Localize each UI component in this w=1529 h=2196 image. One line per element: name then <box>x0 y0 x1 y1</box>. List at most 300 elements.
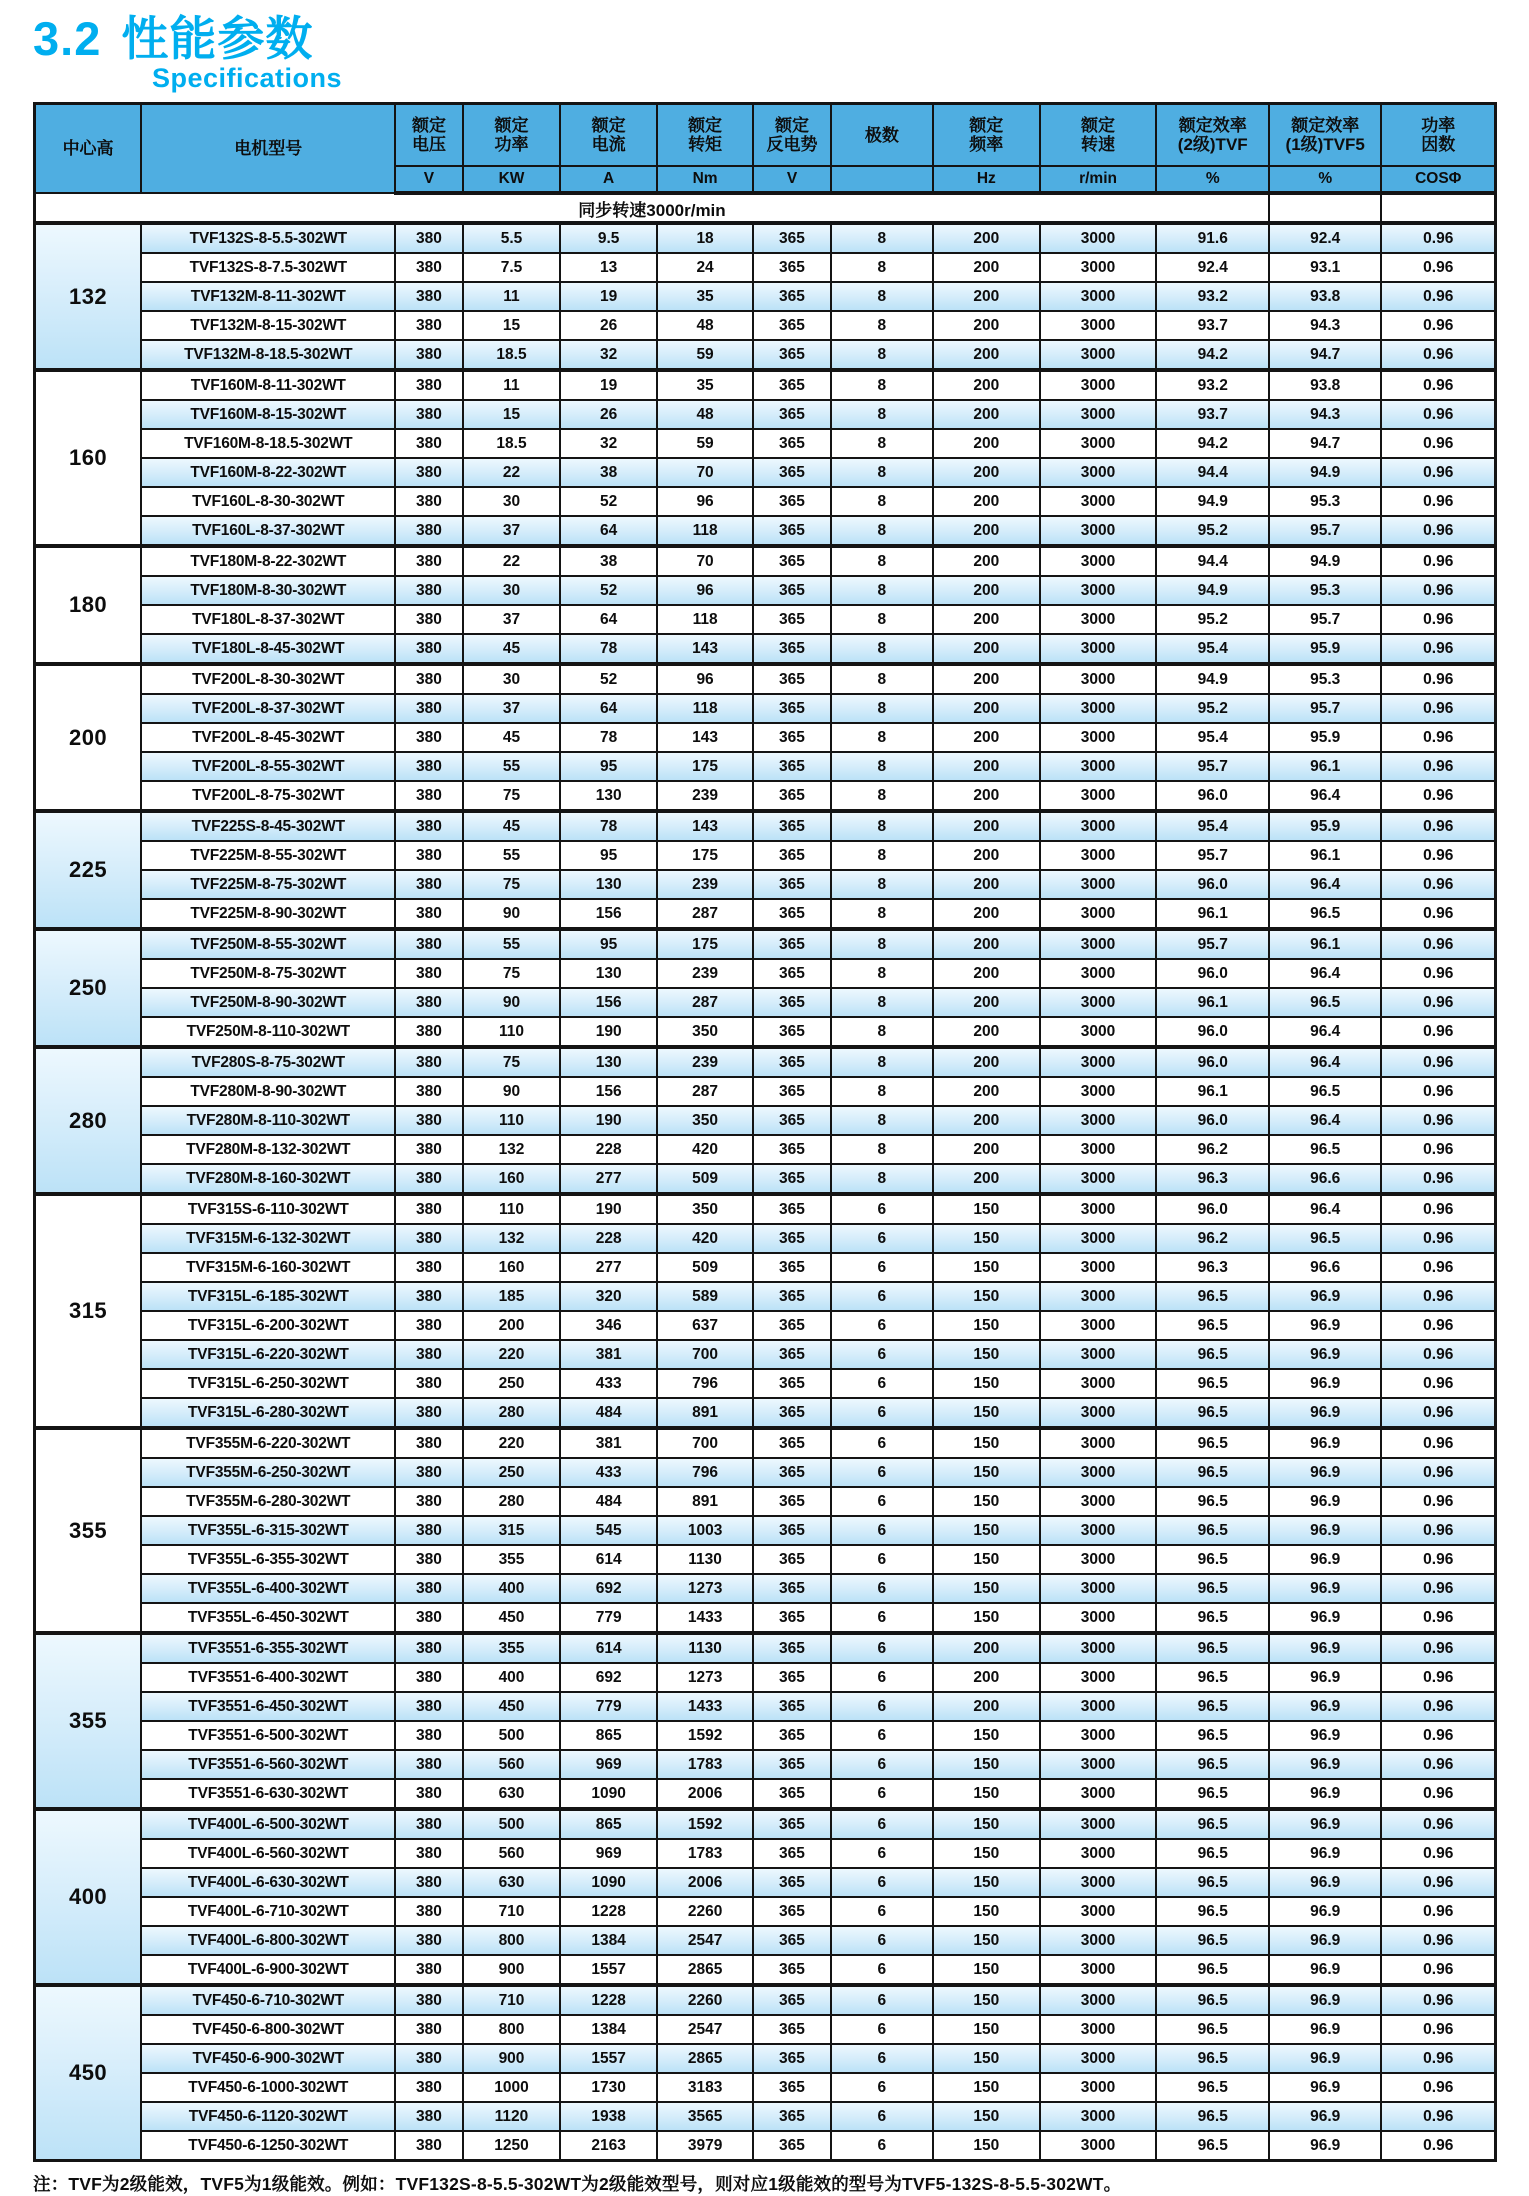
table-row <box>35 1985 1496 2015</box>
table-row <box>35 2102 1496 2131</box>
value-cell: 96.9 <box>1269 1809 1381 1839</box>
value-cell: 2006 <box>657 1868 753 1897</box>
value-cell: 96.9 <box>1269 2131 1381 2161</box>
value-cell: 350 <box>657 1017 753 1047</box>
value-cell: 95.3 <box>1269 487 1381 516</box>
value-cell: 380 <box>395 253 462 282</box>
value-cell: 3000 <box>1040 1868 1157 1897</box>
footnote: 注：TVF为2级能效，TVF5为1级能效。例如：TVF132S-8-5.5-302WT为2级能效型号，则对应1级能效的型号为TVF5-132S-8-5.5-302WT。 <box>33 2174 1122 2195</box>
value-cell: 150 <box>933 2044 1040 2073</box>
value-cell: 0.96 <box>1381 458 1495 487</box>
value-cell: 365 <box>753 1164 830 1194</box>
value-cell: 96.9 <box>1269 1926 1381 1955</box>
value-cell: 8 <box>831 605 933 634</box>
value-cell: 365 <box>753 1369 830 1398</box>
value-cell: 96.1 <box>1269 929 1381 959</box>
value-cell: 96.3 <box>1156 1164 1268 1194</box>
value-cell: 96.9 <box>1269 2044 1381 2073</box>
value-cell: 150 <box>933 1574 1040 1603</box>
value-cell: 0.96 <box>1381 2073 1495 2102</box>
value-cell: 160 <box>463 1253 561 1282</box>
value-cell: 95 <box>560 752 656 781</box>
value-cell: 509 <box>657 1164 753 1194</box>
table-row <box>35 634 1496 664</box>
value-cell: 2547 <box>657 1926 753 1955</box>
value-cell: 150 <box>933 1458 1040 1487</box>
col-header-eff_tvf5: 额定效率 (1级)TVF5 <box>1269 104 1381 167</box>
value-cell: 95.4 <box>1156 811 1268 841</box>
value-cell: 8 <box>831 1106 933 1135</box>
value-cell: 365 <box>753 1311 830 1340</box>
value-cell: 796 <box>657 1369 753 1398</box>
value-cell: 1783 <box>657 1839 753 1868</box>
value-cell: 24 <box>657 253 753 282</box>
model-cell: TVF355L-6-400-302WT <box>141 1574 395 1603</box>
value-cell: 380 <box>395 988 462 1017</box>
value-cell: 380 <box>395 1516 462 1545</box>
value-cell: 865 <box>560 1809 656 1839</box>
value-cell: 1130 <box>657 1545 753 1574</box>
value-cell: 1938 <box>560 2102 656 2131</box>
model-cell: TVF315L-6-250-302WT <box>141 1369 395 1398</box>
table-row <box>35 223 1496 253</box>
value-cell: 365 <box>753 1663 830 1692</box>
value-cell: 96.9 <box>1269 2073 1381 2102</box>
value-cell: 94.3 <box>1269 311 1381 340</box>
value-cell: 3000 <box>1040 340 1157 370</box>
value-cell: 0.96 <box>1381 1017 1495 1047</box>
value-cell: 94.9 <box>1269 458 1381 487</box>
value-cell: 96.4 <box>1269 1106 1381 1135</box>
value-cell: 315 <box>463 1516 561 1545</box>
value-cell: 365 <box>753 870 830 899</box>
value-cell: 96.9 <box>1269 1458 1381 1487</box>
value-cell: 150 <box>933 1985 1040 2015</box>
model-cell: TVF225S-8-45-302WT <box>141 811 395 841</box>
sync-speed-empty-cell <box>1381 193 1495 223</box>
value-cell: 380 <box>395 2131 462 2161</box>
value-cell: 8 <box>831 370 933 400</box>
value-cell: 96.5 <box>1156 2044 1268 2073</box>
value-cell: 93.8 <box>1269 282 1381 311</box>
value-cell: 18.5 <box>463 429 561 458</box>
value-cell: 95.7 <box>1156 752 1268 781</box>
value-cell: 96.5 <box>1156 1458 1268 1487</box>
value-cell: 6 <box>831 1545 933 1574</box>
value-cell: 8 <box>831 841 933 870</box>
value-cell: 200 <box>933 223 1040 253</box>
value-cell: 200 <box>933 400 1040 429</box>
value-cell: 200 <box>933 1077 1040 1106</box>
value-cell: 0.96 <box>1381 1721 1495 1750</box>
value-cell: 0.96 <box>1381 546 1495 576</box>
value-cell: 365 <box>753 1224 830 1253</box>
value-cell: 589 <box>657 1282 753 1311</box>
value-cell: 6 <box>831 1398 933 1428</box>
value-cell: 365 <box>753 1516 830 1545</box>
col-unit-eff_tvf5: % <box>1269 166 1381 193</box>
value-cell: 64 <box>560 516 656 546</box>
value-cell: 132 <box>463 1224 561 1253</box>
value-cell: 38 <box>560 458 656 487</box>
value-cell: 6 <box>831 1574 933 1603</box>
value-cell: 6 <box>831 1428 933 1458</box>
model-cell: TVF400L-6-800-302WT <box>141 1926 395 1955</box>
value-cell: 150 <box>933 1224 1040 1253</box>
value-cell: 96 <box>657 664 753 694</box>
value-cell: 380 <box>395 1663 462 1692</box>
value-cell: 3000 <box>1040 1224 1157 1253</box>
value-cell: 380 <box>395 1750 462 1779</box>
center-height-cell: 315 <box>35 1194 142 1428</box>
model-cell: TVF280M-8-110-302WT <box>141 1106 395 1135</box>
value-cell: 6 <box>831 1224 933 1253</box>
value-cell: 95.2 <box>1156 516 1268 546</box>
value-cell: 1384 <box>560 1926 656 1955</box>
value-cell: 96.2 <box>1156 1135 1268 1164</box>
value-cell: 0.96 <box>1381 1574 1495 1603</box>
value-cell: 96.9 <box>1269 1603 1381 1633</box>
model-cell: TVF280M-8-90-302WT <box>141 1077 395 1106</box>
value-cell: 200 <box>933 1135 1040 1164</box>
value-cell: 200 <box>463 1311 561 1340</box>
value-cell: 37 <box>463 516 561 546</box>
sync-speed-label: 同步转速3000r/min <box>35 193 1269 223</box>
table-row <box>35 694 1496 723</box>
value-cell: 433 <box>560 1369 656 1398</box>
value-cell: 8 <box>831 694 933 723</box>
value-cell: 96.5 <box>1156 1955 1268 1985</box>
value-cell: 8 <box>831 311 933 340</box>
value-cell: 380 <box>395 1574 462 1603</box>
value-cell: 3000 <box>1040 752 1157 781</box>
model-cell: TVF225M-8-75-302WT <box>141 870 395 899</box>
value-cell: 150 <box>933 2015 1040 2044</box>
value-cell: 5.5 <box>463 223 561 253</box>
value-cell: 420 <box>657 1135 753 1164</box>
value-cell: 94.4 <box>1156 546 1268 576</box>
value-cell: 3000 <box>1040 1663 1157 1692</box>
value-cell: 365 <box>753 1135 830 1164</box>
value-cell: 6 <box>831 2102 933 2131</box>
value-cell: 94.9 <box>1269 546 1381 576</box>
value-cell: 380 <box>395 282 462 311</box>
value-cell: 78 <box>560 634 656 664</box>
value-cell: 96.5 <box>1269 988 1381 1017</box>
page-title-zh: 性能参数 <box>121 12 314 65</box>
value-cell: 365 <box>753 1779 830 1809</box>
value-cell: 96 <box>657 487 753 516</box>
value-cell: 6 <box>831 1340 933 1369</box>
value-cell: 200 <box>933 1692 1040 1721</box>
value-cell: 3000 <box>1040 811 1157 841</box>
value-cell: 365 <box>753 1106 830 1135</box>
model-cell: TVF200L-8-75-302WT <box>141 781 395 811</box>
value-cell: 55 <box>463 841 561 870</box>
value-cell: 3000 <box>1040 929 1157 959</box>
value-cell: 96.5 <box>1156 1398 1268 1428</box>
value-cell: 3000 <box>1040 1194 1157 1224</box>
table-row <box>35 841 1496 870</box>
value-cell: 156 <box>560 988 656 1017</box>
value-cell: 3000 <box>1040 1487 1157 1516</box>
value-cell: 94.7 <box>1269 340 1381 370</box>
value-cell: 96.9 <box>1269 1955 1381 1985</box>
model-cell: TVF250M-8-75-302WT <box>141 959 395 988</box>
value-cell: 0.96 <box>1381 1897 1495 1926</box>
value-cell: 1003 <box>657 1516 753 1545</box>
value-cell: 96.9 <box>1269 1487 1381 1516</box>
value-cell: 30 <box>463 487 561 516</box>
value-cell: 380 <box>395 2044 462 2073</box>
value-cell: 96.1 <box>1269 752 1381 781</box>
value-cell: 96.1 <box>1156 988 1268 1017</box>
value-cell: 95.9 <box>1269 634 1381 664</box>
model-cell: TVF180M-8-22-302WT <box>141 546 395 576</box>
value-cell: 8 <box>831 340 933 370</box>
value-cell: 2006 <box>657 1779 753 1809</box>
value-cell: 6 <box>831 1926 933 1955</box>
center-height-cell: 160 <box>35 370 142 546</box>
value-cell: 200 <box>933 1047 1040 1077</box>
value-cell: 96.4 <box>1269 1194 1381 1224</box>
value-cell: 96.9 <box>1269 1545 1381 1574</box>
table-row <box>35 487 1496 516</box>
value-cell: 3000 <box>1040 664 1157 694</box>
value-cell: 52 <box>560 664 656 694</box>
value-cell: 0.96 <box>1381 1398 1495 1428</box>
value-cell: 130 <box>560 781 656 811</box>
value-cell: 6 <box>831 1779 933 1809</box>
value-cell: 710 <box>463 1897 561 1926</box>
model-cell: TVF355L-6-355-302WT <box>141 1545 395 1574</box>
value-cell: 91.6 <box>1156 223 1268 253</box>
value-cell: 8 <box>831 752 933 781</box>
value-cell: 6 <box>831 2131 933 2161</box>
value-cell: 380 <box>395 1340 462 1369</box>
value-cell: 3000 <box>1040 2044 1157 2073</box>
col-unit-poles <box>831 166 933 193</box>
value-cell: 96.5 <box>1156 1868 1268 1897</box>
value-cell: 96.0 <box>1156 1106 1268 1135</box>
value-cell: 560 <box>463 1750 561 1779</box>
table-row <box>35 1839 1496 1868</box>
value-cell: 865 <box>560 1721 656 1750</box>
table-row <box>35 1809 1496 1839</box>
value-cell: 380 <box>395 429 462 458</box>
value-cell: 3000 <box>1040 1545 1157 1574</box>
col-unit-back_emf: V <box>753 166 830 193</box>
center-height-cell: 250 <box>35 929 142 1047</box>
value-cell: 1592 <box>657 1721 753 1750</box>
value-cell: 365 <box>753 2015 830 2044</box>
value-cell: 365 <box>753 752 830 781</box>
model-cell: TVF160M-8-18.5-302WT <box>141 429 395 458</box>
value-cell: 96.9 <box>1269 2102 1381 2131</box>
value-cell: 365 <box>753 723 830 752</box>
table-row <box>35 2073 1496 2102</box>
value-cell: 280 <box>463 1487 561 1516</box>
value-cell: 1120 <box>463 2102 561 2131</box>
value-cell: 15 <box>463 400 561 429</box>
value-cell: 0.96 <box>1381 1926 1495 1955</box>
value-cell: 0.96 <box>1381 400 1495 429</box>
value-cell: 380 <box>395 723 462 752</box>
value-cell: 3000 <box>1040 959 1157 988</box>
table-row <box>35 458 1496 487</box>
value-cell: 93.7 <box>1156 400 1268 429</box>
value-cell: 150 <box>933 1487 1040 1516</box>
value-cell: 3000 <box>1040 1369 1157 1398</box>
value-cell: 380 <box>395 1839 462 1868</box>
value-cell: 545 <box>560 1516 656 1545</box>
value-cell: 365 <box>753 1955 830 1985</box>
value-cell: 8 <box>831 429 933 458</box>
value-cell: 94.3 <box>1269 400 1381 429</box>
value-cell: 150 <box>933 1398 1040 1428</box>
value-cell: 500 <box>463 1721 561 1750</box>
value-cell: 3000 <box>1040 2102 1157 2131</box>
value-cell: 969 <box>560 1750 656 1779</box>
value-cell: 93.2 <box>1156 370 1268 400</box>
value-cell: 3000 <box>1040 1779 1157 1809</box>
col-header-poles: 极数 <box>831 104 933 167</box>
value-cell: 55 <box>463 929 561 959</box>
value-cell: 0.96 <box>1381 870 1495 899</box>
value-cell: 96.0 <box>1156 870 1268 899</box>
table-row <box>35 400 1496 429</box>
value-cell: 0.96 <box>1381 929 1495 959</box>
table-row <box>35 781 1496 811</box>
value-cell: 156 <box>560 1077 656 1106</box>
value-cell: 150 <box>933 1340 1040 1369</box>
value-cell: 200 <box>933 605 1040 634</box>
value-cell: 3000 <box>1040 988 1157 1017</box>
value-cell: 380 <box>395 2015 462 2044</box>
value-cell: 150 <box>933 1750 1040 1779</box>
value-cell: 8 <box>831 458 933 487</box>
value-cell: 8 <box>831 576 933 605</box>
value-cell: 6 <box>831 1985 933 2015</box>
value-cell: 3000 <box>1040 1692 1157 1721</box>
value-cell: 380 <box>395 1311 462 1340</box>
value-cell: 350 <box>657 1194 753 1224</box>
value-cell: 18.5 <box>463 340 561 370</box>
col-header-cos: 功率 因数 <box>1381 104 1495 167</box>
center-height-cell: 200 <box>35 664 142 811</box>
value-cell: 3000 <box>1040 1897 1157 1926</box>
value-cell: 13 <box>560 253 656 282</box>
value-cell: 1000 <box>463 2073 561 2102</box>
value-cell: 3000 <box>1040 899 1157 929</box>
value-cell: 365 <box>753 899 830 929</box>
value-cell: 365 <box>753 1253 830 1282</box>
col-unit-speed: r/min <box>1040 166 1157 193</box>
value-cell: 93.2 <box>1156 282 1268 311</box>
title-block <box>0 0 1529 92</box>
value-cell: 200 <box>933 458 1040 487</box>
value-cell: 3000 <box>1040 1077 1157 1106</box>
value-cell: 3000 <box>1040 1633 1157 1663</box>
value-cell: 400 <box>463 1663 561 1692</box>
value-cell: 1273 <box>657 1663 753 1692</box>
value-cell: 8 <box>831 811 933 841</box>
value-cell: 365 <box>753 458 830 487</box>
value-cell: 900 <box>463 1955 561 1985</box>
value-cell: 95 <box>560 929 656 959</box>
table-row <box>35 664 1496 694</box>
value-cell: 380 <box>395 870 462 899</box>
model-cell: TVF315M-6-132-302WT <box>141 1224 395 1253</box>
page-title-en: Specifications <box>152 63 343 94</box>
value-cell: 365 <box>753 841 830 870</box>
value-cell: 75 <box>463 870 561 899</box>
value-cell: 3000 <box>1040 1574 1157 1603</box>
table-row <box>35 605 1496 634</box>
value-cell: 692 <box>560 1574 656 1603</box>
value-cell: 95.4 <box>1156 723 1268 752</box>
value-cell: 0.96 <box>1381 1692 1495 1721</box>
value-cell: 6 <box>831 1839 933 1868</box>
value-cell: 190 <box>560 1017 656 1047</box>
table-row <box>35 2015 1496 2044</box>
value-cell: 90 <box>463 1077 561 1106</box>
model-cell: TVF355M-6-220-302WT <box>141 1428 395 1458</box>
value-cell: 239 <box>657 959 753 988</box>
value-cell: 150 <box>933 1926 1040 1955</box>
value-cell: 3979 <box>657 2131 753 2161</box>
model-cell: TVF315L-6-185-302WT <box>141 1282 395 1311</box>
value-cell: 150 <box>933 1428 1040 1458</box>
value-cell: 1557 <box>560 2044 656 2073</box>
value-cell: 150 <box>933 1311 1040 1340</box>
table-row <box>35 1282 1496 1311</box>
value-cell: 3000 <box>1040 634 1157 664</box>
value-cell: 1273 <box>657 1574 753 1603</box>
col-unit-frequency: Hz <box>933 166 1040 193</box>
value-cell: 96.9 <box>1269 1574 1381 1603</box>
value-cell: 3000 <box>1040 1398 1157 1428</box>
value-cell: 175 <box>657 929 753 959</box>
value-cell: 8 <box>831 664 933 694</box>
value-cell: 150 <box>933 1369 1040 1398</box>
center-height-cell: 180 <box>35 546 142 664</box>
value-cell: 95.7 <box>1269 605 1381 634</box>
table-row <box>35 1194 1496 1224</box>
value-cell: 200 <box>933 752 1040 781</box>
value-cell: 96.9 <box>1269 1633 1381 1663</box>
value-cell: 96.5 <box>1156 2015 1268 2044</box>
value-cell: 365 <box>753 400 830 429</box>
value-cell: 3183 <box>657 2073 753 2102</box>
value-cell: 3000 <box>1040 576 1157 605</box>
value-cell: 7.5 <box>463 253 561 282</box>
value-cell: 96.4 <box>1269 870 1381 899</box>
col-header-voltage: 额定 电压 <box>395 104 462 167</box>
value-cell: 95.7 <box>1156 929 1268 959</box>
value-cell: 220 <box>463 1428 561 1458</box>
model-cell: TVF160L-8-37-302WT <box>141 516 395 546</box>
model-cell: TVF450-6-900-302WT <box>141 2044 395 2073</box>
col-header-frequency: 额定 频率 <box>933 104 1040 167</box>
value-cell: 365 <box>753 1926 830 1955</box>
value-cell: 96.9 <box>1269 1398 1381 1428</box>
value-cell: 1130 <box>657 1633 753 1663</box>
value-cell: 3000 <box>1040 1253 1157 1282</box>
table-row <box>35 1779 1496 1809</box>
value-cell: 200 <box>933 929 1040 959</box>
value-cell: 0.96 <box>1381 988 1495 1017</box>
